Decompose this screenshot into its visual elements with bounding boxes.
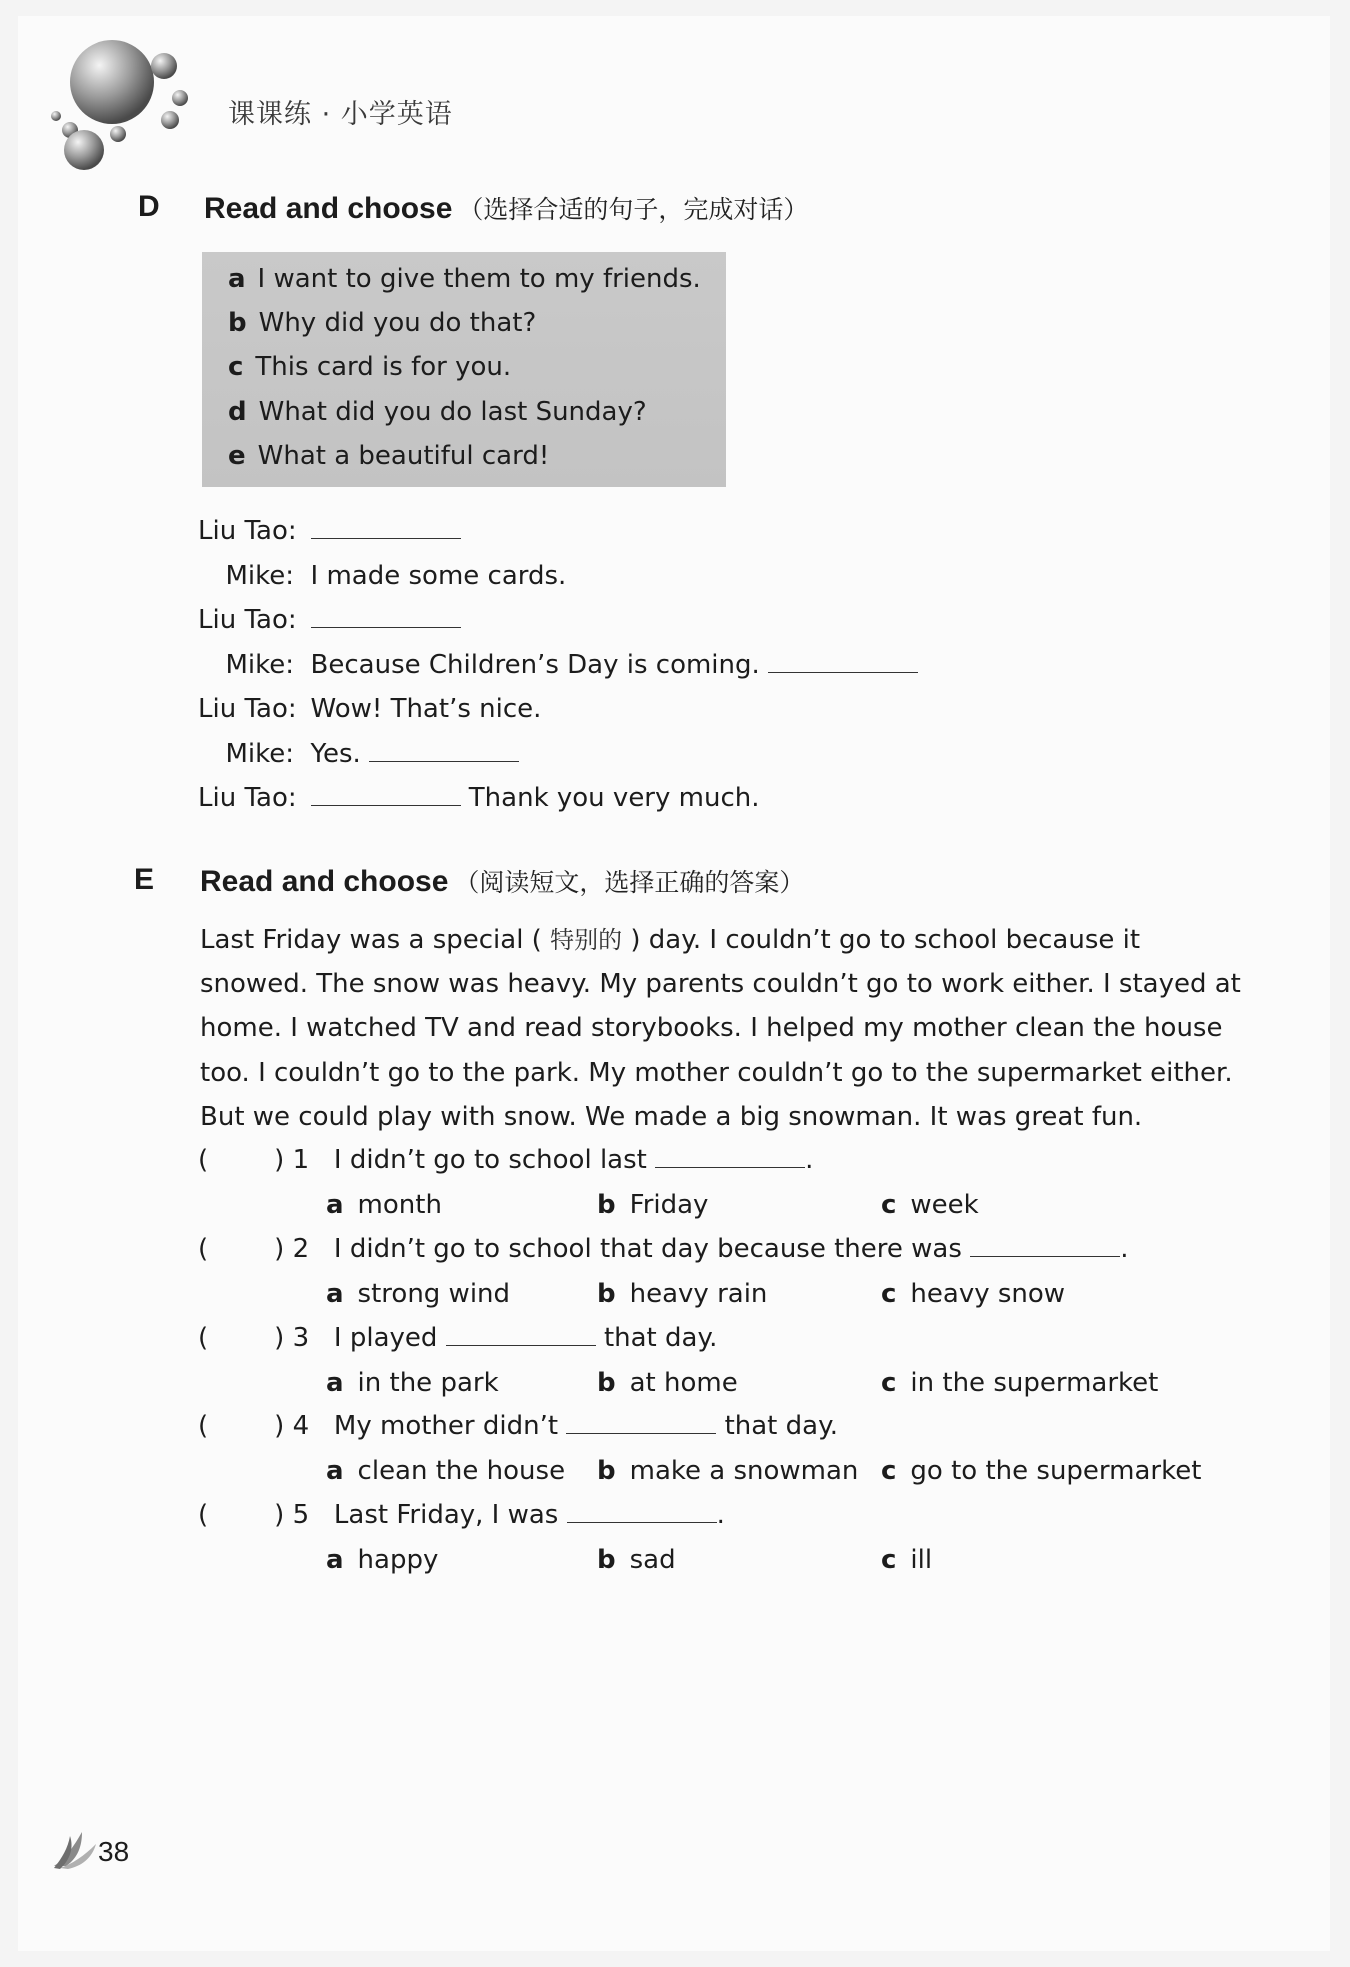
- question-1: ( ) 1 I didn’t go to school last .: [198, 1145, 814, 1175]
- section-d-title: Read and choose: [204, 192, 453, 225]
- leaf-icon: [52, 1828, 100, 1870]
- answer-blank[interactable]: [369, 739, 519, 762]
- choice-1a[interactable]: a month: [326, 1190, 442, 1220]
- dialogue-line-6: Mike: Yes.: [198, 739, 519, 769]
- dialogue-line-5: Liu Tao: Wow! That’s nice.: [198, 694, 542, 724]
- choice-5a[interactable]: a happy: [326, 1545, 439, 1575]
- choice-4a[interactable]: a clean the house: [326, 1456, 566, 1486]
- section-d-note: （选择合适的句子，完成对话）: [458, 195, 809, 224]
- answer-blank[interactable]: [768, 650, 918, 673]
- dialogue-line-7: Liu Tao: Thank you very much.: [198, 783, 760, 813]
- bubbles-icon: [40, 30, 200, 170]
- choice-3a[interactable]: a in the park: [326, 1368, 499, 1398]
- option-a: a I want to give them to my friends.: [228, 264, 701, 294]
- answer-slot[interactable]: [208, 1324, 274, 1346]
- question-5: ( ) 5 Last Friday, I was .: [198, 1500, 725, 1530]
- choice-1c[interactable]: c week: [881, 1190, 979, 1220]
- answer-slot[interactable]: [208, 1501, 274, 1523]
- choice-2b[interactable]: b heavy rain: [597, 1279, 768, 1309]
- option-e: e What a beautiful card!: [228, 441, 550, 471]
- section-d-letter: D: [138, 190, 160, 223]
- choice-1b[interactable]: b Friday: [597, 1190, 709, 1220]
- dialogue-line-3: Liu Tao:: [198, 605, 461, 635]
- section-d-heading: [204, 190, 808, 226]
- choice-2a[interactable]: a strong wind: [326, 1279, 511, 1309]
- answer-blank[interactable]: [566, 1411, 716, 1434]
- passage-line: too. I couldn’t go to the park. My mother couldn’t go to the supermarket either.: [200, 1057, 1233, 1088]
- answer-slot[interactable]: [208, 1412, 274, 1434]
- dialogue-line-1: Liu Tao:: [198, 516, 461, 546]
- question-4: ( ) 4 My mother didn’t that day.: [198, 1411, 839, 1441]
- option-d: d What did you do last Sunday?: [228, 397, 647, 427]
- answer-blank[interactable]: [311, 605, 461, 628]
- choice-2c[interactable]: c heavy snow: [881, 1279, 1066, 1309]
- choice-5b[interactable]: b sad: [597, 1545, 676, 1575]
- answer-slot[interactable]: [208, 1146, 274, 1168]
- answer-slot[interactable]: [208, 1235, 274, 1257]
- passage-line: But we could play with snow. We made a big snowman. It was great fun.: [200, 1101, 1143, 1132]
- dialogue-line-2: Mike: I made some cards.: [225, 561, 567, 591]
- passage-line: Last Friday was a special ( 特别的 ) day. I couldn’t go to school because it: [200, 925, 1141, 955]
- choice-5c[interactable]: c ill: [881, 1545, 933, 1575]
- answer-blank[interactable]: [311, 783, 461, 806]
- question-2: ( ) 2 I didn’t go to school that day because there was .: [198, 1234, 1129, 1264]
- section-e-title: Read and choose: [200, 865, 449, 898]
- section-e-letter: E: [134, 863, 155, 896]
- dialogue-line-4: Mike: Because Children’s Day is coming.: [198, 650, 918, 680]
- choice-4b[interactable]: b make a snowman: [597, 1456, 859, 1486]
- book-title: 课课练 · 小学英语: [228, 99, 453, 130]
- reading-passage: [200, 918, 1241, 1139]
- choice-4c[interactable]: c go to the supermarket: [881, 1456, 1202, 1486]
- section-e-note: （阅读短文，选择正确的答案）: [454, 868, 805, 897]
- question-3: ( ) 3 I played that day.: [198, 1323, 718, 1353]
- answer-blank[interactable]: [970, 1234, 1120, 1257]
- passage-line: home. I watched TV and read storybooks. I helped my mother clean the house: [200, 1013, 1223, 1044]
- choice-3b[interactable]: b at home: [597, 1368, 738, 1398]
- section-e-heading: [200, 863, 804, 899]
- page-number: 38: [98, 1836, 130, 1867]
- choice-3c[interactable]: c in the supermarket: [881, 1368, 1159, 1398]
- answer-blank[interactable]: [567, 1500, 717, 1523]
- answer-blank[interactable]: [446, 1323, 596, 1346]
- answer-blank[interactable]: [655, 1145, 805, 1168]
- option-box: [202, 252, 726, 487]
- answer-blank[interactable]: [311, 516, 461, 539]
- passage-line: snowed. The snow was heavy. My parents couldn’t go to work either. I stayed at: [200, 969, 1241, 1000]
- option-c: c This card is for you.: [228, 352, 512, 382]
- option-b: b Why did you do that?: [228, 308, 537, 338]
